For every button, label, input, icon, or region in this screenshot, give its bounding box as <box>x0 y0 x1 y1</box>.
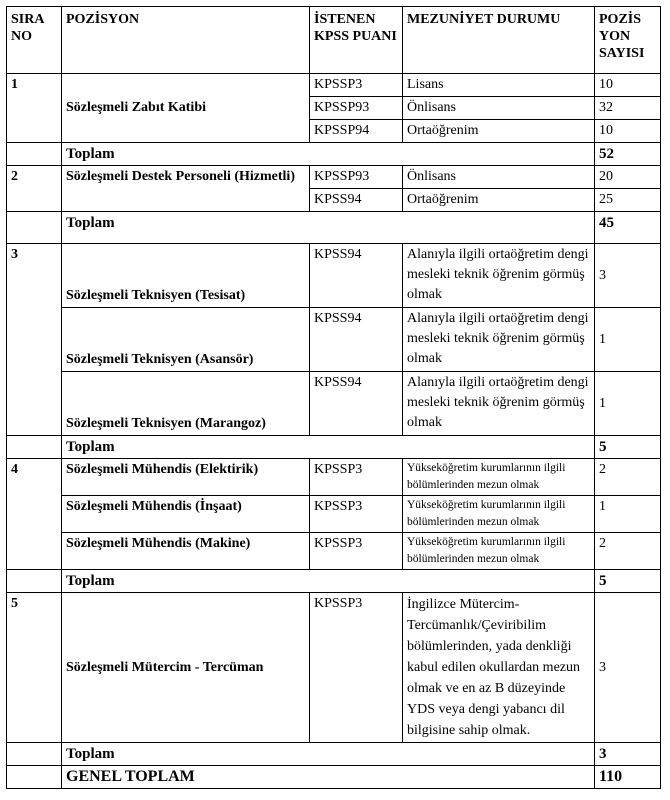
graduation: Yükseköğretim kurumlarının ilgili bölümlerinden mezun olmak <box>403 459 595 496</box>
row-number: 5 <box>7 593 62 743</box>
kpss-score: KPSS94 <box>310 189 403 212</box>
position-name: Sözleşmeli Zabıt Katibi <box>62 74 310 143</box>
subtotal-label: Toplam <box>62 143 595 166</box>
graduation: Ortaöğrenim <box>403 189 595 212</box>
table-row <box>7 74 661 97</box>
kpss-score: KPSSP3 <box>310 459 403 496</box>
position-count: 25 <box>595 189 661 212</box>
table-row <box>7 244 661 308</box>
kpss-score: KPSSP3 <box>310 74 403 97</box>
subtotal-row <box>7 212 661 244</box>
kpss-score: KPSS94 <box>310 244 403 308</box>
header-row <box>7 7 661 74</box>
subtotal-row <box>7 436 661 459</box>
kpss-score: KPSSP3 <box>310 593 403 743</box>
position-count: 32 <box>595 97 661 120</box>
subtotal-value: 52 <box>595 143 661 166</box>
graduation: Ortaöğrenim <box>403 120 595 143</box>
subtotal-label: Toplam <box>62 436 595 459</box>
row-number: 2 <box>7 166 62 212</box>
subtotal-value: 5 <box>595 436 661 459</box>
kpss-score: KPSSP3 <box>310 533 403 570</box>
subtotal-label: Toplam <box>62 212 595 244</box>
subtotal-value: 3 <box>595 743 661 766</box>
table-row <box>7 308 661 372</box>
subtotal-label: Toplam <box>62 743 595 766</box>
subtotal-value: 45 <box>595 212 661 244</box>
position-name: Sözleşmeli Mühendis (Makine) <box>62 533 310 570</box>
subtotal-row <box>7 743 661 766</box>
header-puan: İSTENEN KPSS PUANI <box>310 7 403 74</box>
graduation: İngilizce Mütercim-Tercümanlık/Çeviribilim bölümlerinden, yada denkliği kabul edilen okullardan mezun olmak ve en az B düzeyinde YDS veya dengi yabancı dil bilgisine sahip olmak. <box>403 593 595 743</box>
graduation: Alanıyla ilgili ortaöğretim dengi mesleki teknik öğrenim görmüş olmak <box>403 372 595 436</box>
position-count: 2 <box>595 459 661 496</box>
position-count: 3 <box>595 244 661 308</box>
position-name: Sözleşmeli Mühendis (Elektirik) <box>62 459 310 496</box>
grand-total-label: GENEL TOPLAM <box>62 766 595 789</box>
row-number: 4 <box>7 459 62 570</box>
table-row <box>7 533 661 570</box>
position-name: Sözleşmeli Destek Personeli (Hizmetli) <box>62 166 310 212</box>
header-sira: SIRA NO <box>7 7 62 74</box>
position-name: Sözleşmeli Teknisyen (Marangoz) <box>62 372 310 436</box>
graduation: Yükseköğretim kurumlarının ilgili bölümlerinden mezun olmak <box>403 496 595 533</box>
table-row <box>7 496 661 533</box>
position-name: Sözleşmeli Teknisyen (Asansör) <box>62 308 310 372</box>
graduation: Alanıyla ilgili ortaöğretim dengi mesleki teknik öğrenim görmüş olmak <box>403 244 595 308</box>
graduation: Lisans <box>403 74 595 97</box>
subtotal-row <box>7 570 661 593</box>
position-name: Sözleşmeli Mühendis (İnşaat) <box>62 496 310 533</box>
subtotal-label: Toplam <box>62 570 595 593</box>
table-row <box>7 459 661 496</box>
subtotal-value: 5 <box>595 570 661 593</box>
graduation: Alanıyla ilgili ortaöğretim dengi mesleki teknik öğrenim görmüş olmak <box>403 308 595 372</box>
header-sayi: POZİS YON SAYISI <box>595 7 661 74</box>
position-count: 20 <box>595 166 661 189</box>
table-row <box>7 593 661 743</box>
position-count: 2 <box>595 533 661 570</box>
table-row <box>7 166 661 189</box>
graduation: Önlisans <box>403 166 595 189</box>
grand-total-value: 110 <box>595 766 661 789</box>
grand-total-row <box>7 766 661 789</box>
position-count: 10 <box>595 74 661 97</box>
row-number: 1 <box>7 74 62 143</box>
kpss-score: KPSSP3 <box>310 496 403 533</box>
subtotal-row <box>7 143 661 166</box>
position-count: 3 <box>595 593 661 743</box>
header-mezuniyet: MEZUNİYET DURUMU <box>403 7 595 74</box>
positions-table <box>6 6 661 789</box>
graduation: Önlisans <box>403 97 595 120</box>
position-count: 1 <box>595 372 661 436</box>
position-count: 10 <box>595 120 661 143</box>
kpss-score: KPSS94 <box>310 308 403 372</box>
kpss-score: KPSSP93 <box>310 97 403 120</box>
kpss-score: KPSSP93 <box>310 166 403 189</box>
kpss-score: KPSSP94 <box>310 120 403 143</box>
position-count: 1 <box>595 308 661 372</box>
row-number: 3 <box>7 244 62 436</box>
graduation: Yükseköğretim kurumlarının ilgili bölümlerinden mezun olmak <box>403 533 595 570</box>
header-pozisyon: POZİSYON <box>62 7 310 74</box>
kpss-score: KPSS94 <box>310 372 403 436</box>
table-row <box>7 372 661 436</box>
position-count: 1 <box>595 496 661 533</box>
position-name: Sözleşmeli Teknisyen (Tesisat) <box>62 244 310 308</box>
position-name: Sözleşmeli Mütercim - Tercüman <box>62 593 310 743</box>
